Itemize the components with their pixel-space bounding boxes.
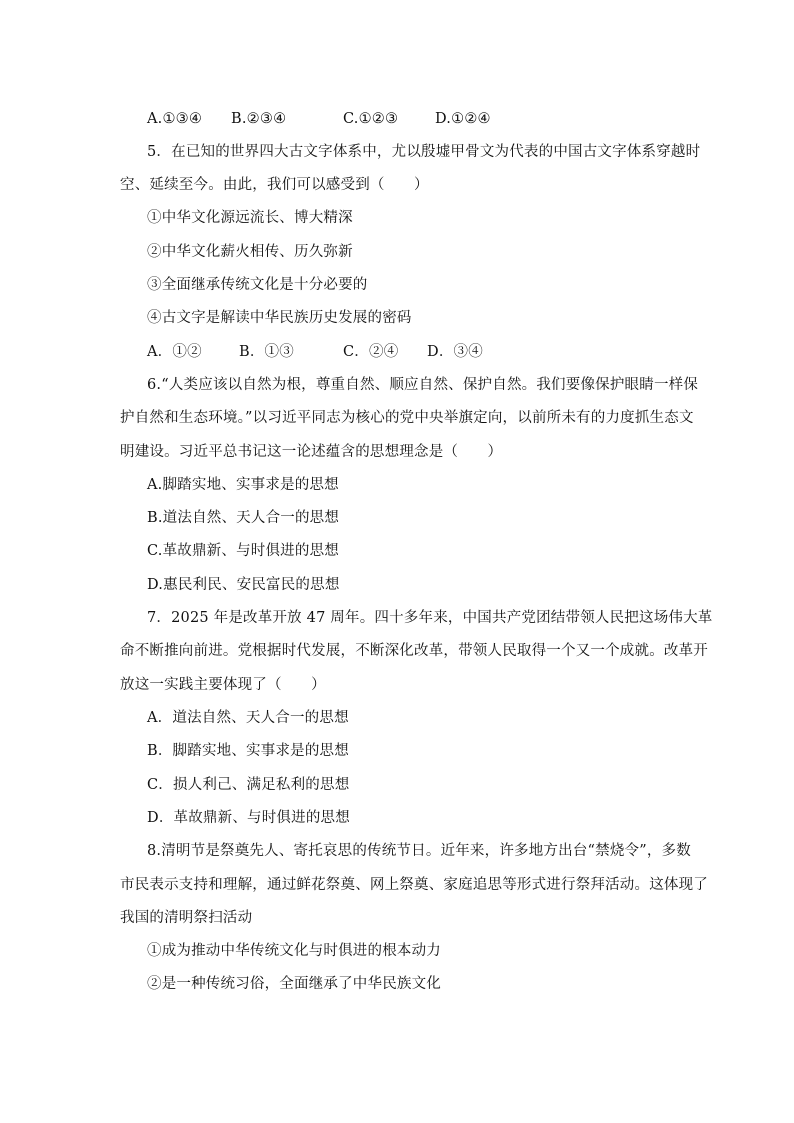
q6-option-b: B.道法自然、天人合一的思想: [147, 510, 340, 526]
q5-option-d: D．③④: [427, 344, 483, 360]
q4-options-row: [147, 109, 491, 129]
q6-option-d: D.惠民利民、安民富民的思想: [147, 577, 340, 593]
q5-item-2: ②中华文化薪火相传、历久弥新: [147, 244, 353, 260]
q5-stem-line-1: 5．在已知的世界四大古文字体系中，尤以殷墟甲骨文为代表的中国古文字体系穿越时: [147, 144, 701, 160]
q8-item-1: ①成为推动中华传统文化与时俱进的根本动力: [147, 943, 441, 959]
q7-stem-line-1: 7．2025 年是改革开放 47 周年。四十多年来，中国共产党团结带领人民把这场伟大革: [147, 610, 713, 626]
q6-stem-line-1: 6.“人类应该以自然为根，尊重自然、顺应自然、保护自然。我们要像保护眼睛一样保: [147, 377, 699, 393]
q7-stem-line-2: 命不断推向前进。党根据时代发展，不断深化改革，带领人民取得一个又一个成就。改革开: [120, 643, 708, 659]
q5-option-c: C．②④: [343, 344, 399, 360]
q4-option-b: B.②③④: [231, 111, 287, 127]
q7-stem-line-3: 放这一实践主要体现了（ ）: [120, 677, 326, 693]
q7-option-b: B．脚踏实地、实事求是的思想: [147, 743, 349, 759]
q5-item-1: ①中华文化源远流长、博大精深: [147, 210, 353, 226]
q5-item-3: ③全面继承传统文化是十分必要的: [147, 277, 368, 293]
q5-option-b: B．①③: [239, 344, 294, 360]
q5-item-4: ④古文字是解读中华民族历史发展的密码: [147, 310, 412, 326]
q4-option-a: A.①③④: [147, 111, 203, 127]
q6-stem-line-3: 明建设。习近平总书记这一论述蕴含的思想理念是（ ）: [120, 444, 503, 460]
q7-option-c: C．损人利己、满足私利的思想: [147, 777, 350, 793]
q5-stem-line-2: 空、延续至今。由此，我们可以感受到（ ）: [120, 177, 429, 193]
q8-stem-line-2: 市民表示支持和理解，通过鲜花祭奠、网上祭奠、家庭追思等形式进行祭拜活动。这体现了: [120, 877, 708, 893]
q6-stem-line-2: 护自然和生态环境。”以习近平同志为核心的党中央举旗定向，以前所未有的力度抓生态文: [120, 410, 694, 426]
q8-stem-line-3: 我国的清明祭扫活动: [120, 910, 253, 926]
q5-options-row: [147, 342, 483, 362]
q8-item-2: ②是一种传统习俗，全面继承了中华民族文化: [147, 976, 441, 992]
q4-option-d: D.①②④: [435, 111, 491, 127]
q6-option-a: A.脚踏实地、实事求是的思想: [147, 477, 339, 493]
q7-option-a: A．道法自然、天人合一的思想: [147, 710, 349, 726]
q5-option-a: A．①②: [147, 344, 202, 360]
q4-option-c: C.①②③: [343, 111, 399, 127]
q6-option-c: C.革故鼎新、与时俱进的思想: [147, 543, 339, 559]
q7-option-d: D．革故鼎新、与时俱进的思想: [147, 810, 350, 826]
q8-stem-line-1: 8.清明节是祭奠先人、寄托哀思的传统节日。近年来，许多地方出台“禁烧令”，多数: [147, 843, 691, 859]
